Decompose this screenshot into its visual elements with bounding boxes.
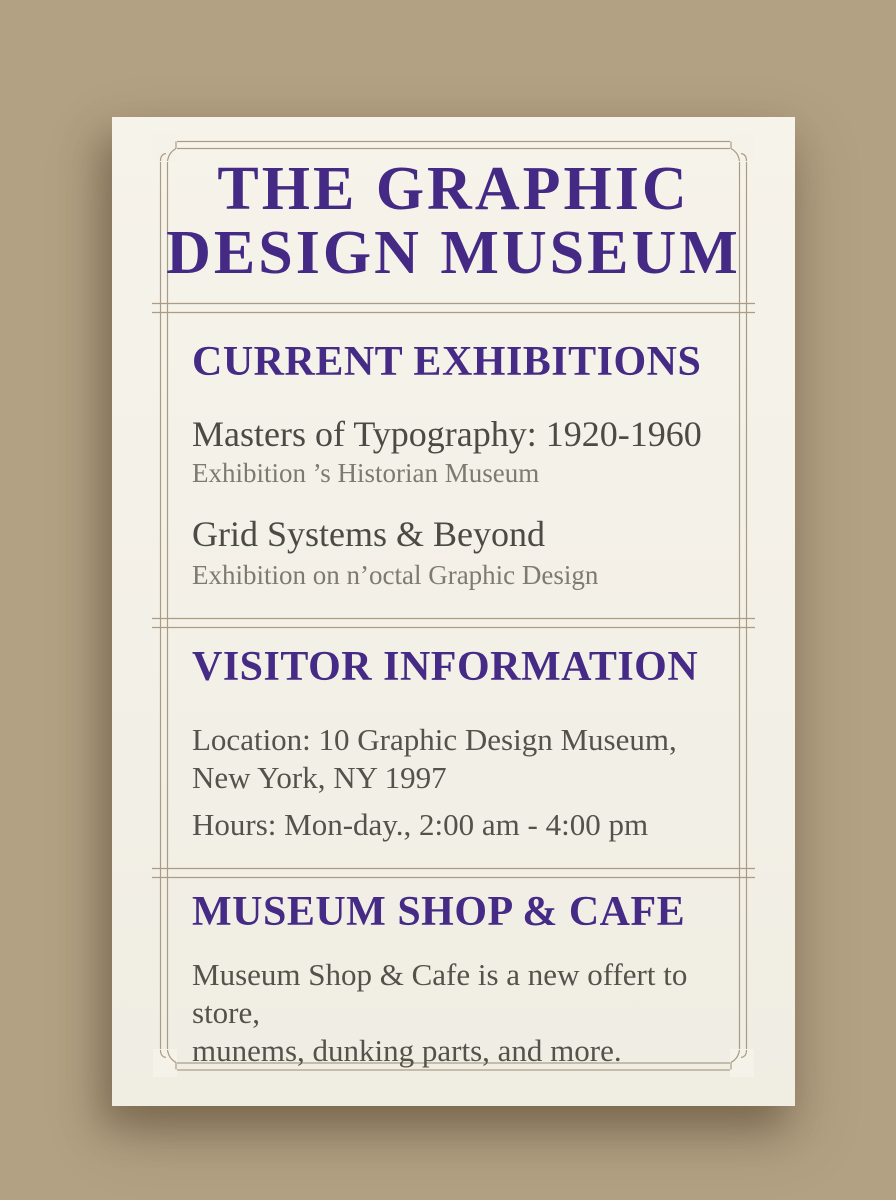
visitor-hours: Hours: Mon-day., 2:00 am - 4:00 pm [192, 807, 649, 842]
poster-title-line2: DESIGN MUSEUM [166, 219, 741, 287]
shop-heading: MUSEUM SHOP & CAFE [192, 889, 686, 935]
shop-description [112, 956, 795, 1070]
shop-description-line1: Museum Shop & Cafe is a new offert to store, [192, 957, 688, 1030]
poster-title [112, 157, 795, 285]
poster-title-line1: THE GRAPHIC [217, 155, 690, 223]
visitor-location-line2: New York, NY 1997 [192, 760, 447, 795]
exhibition-item-title: Masters of Typography: 1920-1960 [192, 414, 702, 454]
visitor-location [112, 721, 795, 797]
section-divider-1 [152, 304, 755, 313]
museum-poster [112, 117, 795, 1106]
section-divider-2 [152, 619, 755, 628]
exhibition-item-title: Grid Systems & Beyond [192, 514, 546, 554]
visitor-location-line1: Location: 10 Graphic Design Museum, [192, 722, 677, 757]
section-divider-3 [152, 869, 755, 878]
exhibitions-heading: CURRENT EXHIBITIONS [192, 339, 702, 385]
visitor-info-heading: VISITOR INFORMATION [192, 644, 699, 690]
exhibition-item-subtitle: Exhibition ’s Historian Museum [192, 458, 540, 488]
shop-description-line2: munems, dunking parts, and more. [192, 1033, 622, 1068]
exhibition-item-subtitle: Exhibition on n’octal Graphic Design [192, 560, 599, 590]
